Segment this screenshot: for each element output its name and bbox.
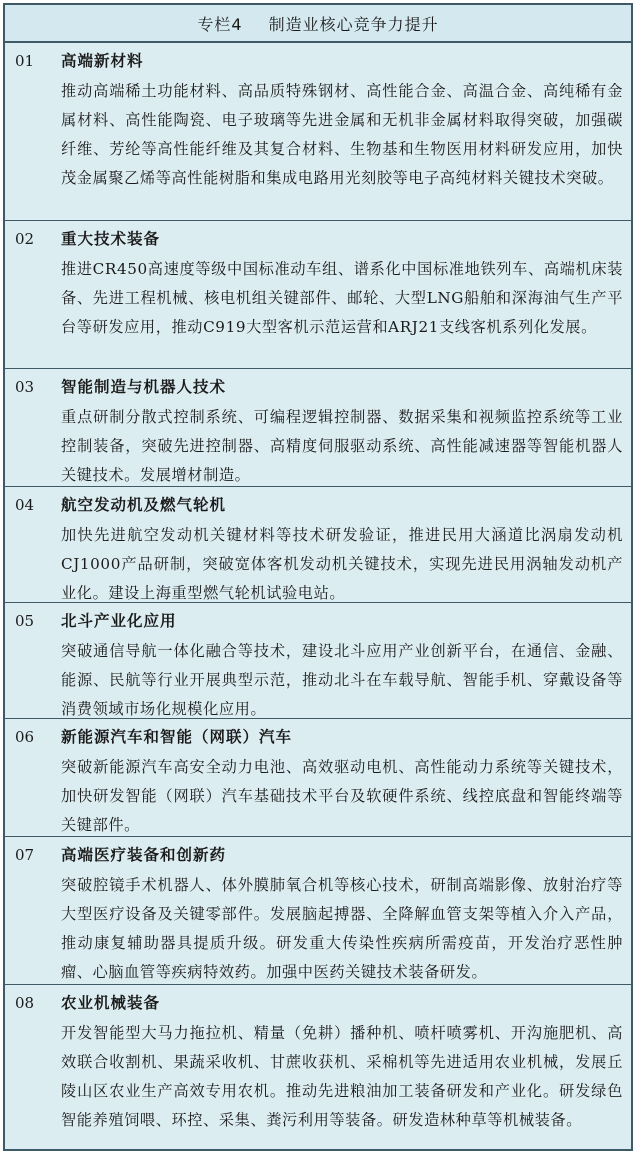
section-title: 重大技术装备 [61,229,161,248]
section-text: 突破腔镜手术机器人、体外膜肺氧合机等核心技术，研制高端影像、放射治疗等大型医疗设备及关键零部件。发展脑起搏器、全降解血管支架等植入介入产品，推动康复辅助器具提质升级。研发重大传染性疾病所需疫苗，开发治疗恶性肿瘤、心脑血管等疾病特效药。加强中医药关键技术装备研发。 [61,876,623,981]
section-title: 农业机械装备 [61,993,161,1012]
section-title: 高端医疗装备和创新药 [61,845,227,864]
section-number: 05 [15,612,35,630]
section-number: 08 [15,994,35,1012]
column-title: 专栏4 [197,14,243,34]
section-text: 重点研制分散式控制系统、可编程逻辑控制器、数据采集和视频监控系统等工业控制装备，突破先进控制器、高精度伺服驱动系统、高性能减速器等智能机器人关键技术。发展增材制造。 [61,408,623,484]
section-number: 01 [15,52,35,70]
section-number: 04 [15,496,35,514]
column-header [5,5,631,43]
section-06 [5,719,631,837]
column-heading: 制造业核心竞争力提升 [268,14,439,34]
section-04 [5,487,631,603]
section-text: 突破新能源汽车高安全动力电池、高效驱动电机、高性能动力系统等关键技术，加快研发智能（网联）汽车基础技术平台及软硬件系统、线控底盘和智能终端等关键部件。 [61,758,623,834]
section-title: 智能制造与机器人技术 [61,377,227,396]
section-01 [5,43,631,221]
section-text: 加快先进航空发动机关键材料等技术研发验证，推进民用大涵道比涡扇发动机CJ1000产品研制，突破宽体客机发动机关键技术，实现先进民用涡轴发动机产业化。建设上海重型燃气轮机试验电站。 [61,526,623,602]
section-05 [5,603,631,719]
section-07 [5,837,631,985]
section-08 [5,985,631,1153]
section-number: 02 [15,230,35,248]
section-number: 06 [15,728,35,746]
section-title: 新能源汽车和智能（网联）汽车 [61,727,293,746]
section-title: 高端新材料 [61,51,144,70]
section-number: 03 [15,378,35,396]
section-title: 航空发动机及燃气轮机 [61,495,227,514]
section-text: 突破通信导航一体化融合等技术，建设北斗应用产业创新平台，在通信、金融、能源、民航等行业开展典型示范，推动北斗在车载导航、智能手机、穿戴设备等消费领域市场化规模化应用。 [61,642,623,718]
section-text: 开发智能型大马力拖拉机、精量（免耕）播种机、喷杆喷雾机、开沟施肥机、高效联合收割机、果蔬采收机、甘蔗收获机、采棉机等先进适用农业机械，发展丘陵山区农业生产高效专用农机。推动先进粮油加工装备研发和产业化。研发绿色智能养殖饲喂、环控、采集、粪污利用等装备。研发造林种草等机械装备。 [61,1024,623,1129]
column-box [3,3,633,1151]
section-text: 推进CR450高速度等级中国标准动车组、谱系化中国标准地铁列车、高端机床装备、先进工程机械、核电机组关键部件、邮轮、大型LNG船舶和深海油气生产平台等研发应用，推动C919大型客机示范运营和ARJ21支线客机系列化发展。 [61,260,623,336]
section-number: 07 [15,846,35,864]
section-title: 北斗产业化应用 [61,611,177,630]
section-03 [5,369,631,487]
section-02 [5,221,631,369]
section-text: 推动高端稀土功能材料、高品质特殊钢材、高性能合金、高温合金、高纯稀有金属材料、高性能陶瓷、电子玻璃等先进金属和无机非金属材料取得突破，加强碳纤维、芳纶等高性能纤维及其复合材料、生物基和生物医用材料研发应用，加快茂金属聚乙烯等高性能树脂和集成电路用光刻胶等电子高纯材料关键技术突破。 [61,82,623,187]
